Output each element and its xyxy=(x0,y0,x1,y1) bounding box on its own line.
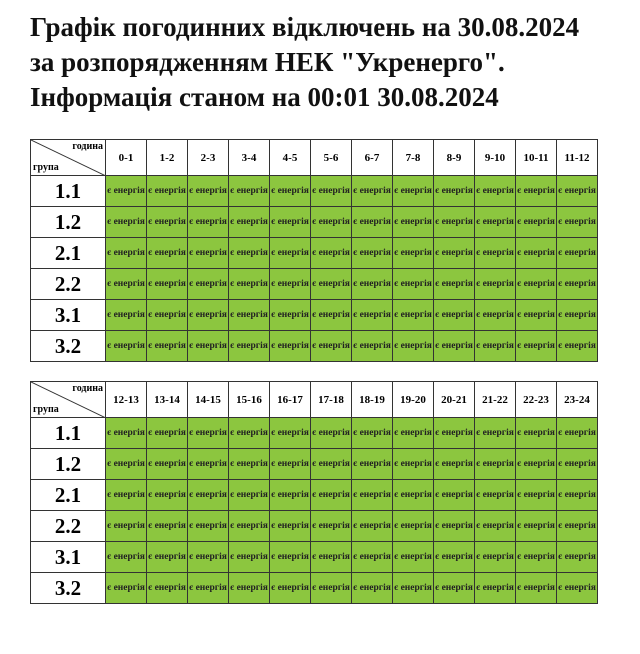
status-cell: є енергія xyxy=(311,542,352,573)
hour-header: 20-21 xyxy=(434,382,475,418)
status-cell: є енергія xyxy=(188,207,229,238)
status-cell: є енергія xyxy=(393,573,434,604)
status-cell: є енергія xyxy=(516,207,557,238)
table-row xyxy=(31,331,598,362)
status-cell: є енергія xyxy=(147,269,188,300)
status-cell: є енергія xyxy=(147,542,188,573)
status-cell: є енергія xyxy=(106,573,147,604)
hour-label: година xyxy=(72,383,103,394)
status-cell: є енергія xyxy=(106,300,147,331)
table-row xyxy=(31,449,598,480)
status-cell: є енергія xyxy=(311,418,352,449)
status-cell: є енергія xyxy=(393,542,434,573)
hour-header: 23-24 xyxy=(557,382,598,418)
group-id: 1.1 xyxy=(31,176,106,207)
status-cell: є енергія xyxy=(229,480,270,511)
status-cell: є енергія xyxy=(311,480,352,511)
status-cell: є енергія xyxy=(352,449,393,480)
status-cell: є енергія xyxy=(270,176,311,207)
status-cell: є енергія xyxy=(147,418,188,449)
status-cell: є енергія xyxy=(352,207,393,238)
group-id: 3.1 xyxy=(31,542,106,573)
title-line-3: Інформація станом на 00:01 30.08.2024 xyxy=(30,82,499,112)
status-cell: є енергія xyxy=(147,449,188,480)
status-cell: є енергія xyxy=(557,207,598,238)
status-cell: є енергія xyxy=(188,480,229,511)
corner-cell xyxy=(31,140,106,176)
status-cell: є енергія xyxy=(516,449,557,480)
table-row xyxy=(31,573,598,604)
status-cell: є енергія xyxy=(229,269,270,300)
status-cell: є енергія xyxy=(270,269,311,300)
status-cell: є енергія xyxy=(557,238,598,269)
hour-header: 18-19 xyxy=(352,382,393,418)
status-cell: є енергія xyxy=(434,542,475,573)
status-cell: є енергія xyxy=(352,176,393,207)
status-cell: є енергія xyxy=(352,573,393,604)
status-cell: є енергія xyxy=(270,300,311,331)
status-cell: є енергія xyxy=(393,238,434,269)
hour-header: 7-8 xyxy=(393,140,434,176)
status-cell: є енергія xyxy=(475,449,516,480)
hour-header: 9-10 xyxy=(475,140,516,176)
group-label: група xyxy=(33,404,59,415)
status-cell: є енергія xyxy=(106,418,147,449)
status-cell: є енергія xyxy=(352,300,393,331)
header-row xyxy=(31,382,598,418)
status-cell: є енергія xyxy=(557,511,598,542)
status-cell: є енергія xyxy=(188,176,229,207)
status-cell: є енергія xyxy=(393,269,434,300)
status-cell: є енергія xyxy=(393,449,434,480)
status-cell: є енергія xyxy=(475,331,516,362)
status-cell: є енергія xyxy=(393,300,434,331)
status-cell: є енергія xyxy=(147,207,188,238)
status-cell: є енергія xyxy=(434,207,475,238)
status-cell: є енергія xyxy=(106,511,147,542)
table-row xyxy=(31,207,598,238)
status-cell: є енергія xyxy=(434,300,475,331)
status-cell: є енергія xyxy=(229,207,270,238)
status-cell: є енергія xyxy=(393,331,434,362)
status-cell: є енергія xyxy=(270,573,311,604)
status-cell: є енергія xyxy=(516,573,557,604)
status-cell: є енергія xyxy=(516,300,557,331)
status-cell: є енергія xyxy=(188,238,229,269)
hour-header: 19-20 xyxy=(393,382,434,418)
status-cell: є енергія xyxy=(393,176,434,207)
hour-header: 17-18 xyxy=(311,382,352,418)
status-cell: є енергія xyxy=(147,176,188,207)
status-cell: є енергія xyxy=(106,269,147,300)
hour-header: 22-23 xyxy=(516,382,557,418)
status-cell: є енергія xyxy=(188,449,229,480)
status-cell: є енергія xyxy=(516,542,557,573)
schedule-table-morning xyxy=(30,139,598,362)
status-cell: є енергія xyxy=(188,300,229,331)
status-cell: є енергія xyxy=(270,207,311,238)
status-cell: є енергія xyxy=(557,449,598,480)
status-cell: є енергія xyxy=(229,331,270,362)
status-cell: є енергія xyxy=(393,207,434,238)
hour-header: 2-3 xyxy=(188,140,229,176)
status-cell: є енергія xyxy=(270,418,311,449)
status-cell: є енергія xyxy=(311,300,352,331)
status-cell: є енергія xyxy=(475,300,516,331)
table-row xyxy=(31,176,598,207)
status-cell: є енергія xyxy=(106,542,147,573)
group-id: 2.1 xyxy=(31,480,106,511)
status-cell: є енергія xyxy=(270,511,311,542)
status-cell: є енергія xyxy=(393,480,434,511)
status-cell: є енергія xyxy=(229,418,270,449)
status-cell: є енергія xyxy=(229,176,270,207)
hour-header: 11-12 xyxy=(557,140,598,176)
hour-header: 1-2 xyxy=(147,140,188,176)
group-id: 1.1 xyxy=(31,418,106,449)
status-cell: є енергія xyxy=(188,573,229,604)
title-line-1: Графік погодинних відключень на 30.08.2024 xyxy=(30,12,580,42)
status-cell: є енергія xyxy=(106,176,147,207)
status-cell: є енергія xyxy=(106,449,147,480)
status-cell: є енергія xyxy=(475,418,516,449)
group-label: група xyxy=(33,162,59,173)
status-cell: є енергія xyxy=(557,573,598,604)
status-cell: є енергія xyxy=(557,269,598,300)
table-row xyxy=(31,269,598,300)
status-cell: є енергія xyxy=(475,480,516,511)
status-cell: є енергія xyxy=(229,449,270,480)
page-title xyxy=(30,10,630,115)
status-cell: є енергія xyxy=(434,573,475,604)
group-id: 1.2 xyxy=(31,449,106,480)
status-cell: є енергія xyxy=(311,573,352,604)
status-cell: є енергія xyxy=(229,511,270,542)
status-cell: є енергія xyxy=(352,511,393,542)
status-cell: є енергія xyxy=(147,331,188,362)
status-cell: є енергія xyxy=(270,449,311,480)
status-cell: є енергія xyxy=(270,480,311,511)
status-cell: є енергія xyxy=(311,449,352,480)
hour-header: 15-16 xyxy=(229,382,270,418)
status-cell: є енергія xyxy=(434,449,475,480)
table-row xyxy=(31,542,598,573)
status-cell: є енергія xyxy=(188,418,229,449)
status-cell: є енергія xyxy=(352,269,393,300)
status-cell: є енергія xyxy=(434,331,475,362)
status-cell: є енергія xyxy=(434,238,475,269)
status-cell: є енергія xyxy=(516,480,557,511)
hour-header: 13-14 xyxy=(147,382,188,418)
status-cell: є енергія xyxy=(434,480,475,511)
status-cell: є енергія xyxy=(516,269,557,300)
status-cell: є енергія xyxy=(147,480,188,511)
corner-cell xyxy=(31,382,106,418)
schedule-table-afternoon xyxy=(30,381,598,604)
hour-header: 16-17 xyxy=(270,382,311,418)
status-cell: є енергія xyxy=(516,418,557,449)
hour-header: 21-22 xyxy=(475,382,516,418)
table-row xyxy=(31,238,598,269)
hour-header: 3-4 xyxy=(229,140,270,176)
status-cell: є енергія xyxy=(352,331,393,362)
status-cell: є енергія xyxy=(516,238,557,269)
status-cell: є енергія xyxy=(270,331,311,362)
status-cell: є енергія xyxy=(311,176,352,207)
status-cell: є енергія xyxy=(516,511,557,542)
status-cell: є енергія xyxy=(352,542,393,573)
group-id: 3.2 xyxy=(31,331,106,362)
status-cell: є енергія xyxy=(516,331,557,362)
status-cell: є енергія xyxy=(311,511,352,542)
status-cell: є енергія xyxy=(516,176,557,207)
group-id: 2.2 xyxy=(31,511,106,542)
status-cell: є енергія xyxy=(106,238,147,269)
hour-header: 14-15 xyxy=(188,382,229,418)
status-cell: є енергія xyxy=(393,418,434,449)
hour-header: 4-5 xyxy=(270,140,311,176)
status-cell: є енергія xyxy=(147,300,188,331)
status-cell: є енергія xyxy=(557,542,598,573)
hour-header: 0-1 xyxy=(106,140,147,176)
status-cell: є енергія xyxy=(106,480,147,511)
status-cell: є енергія xyxy=(475,542,516,573)
status-cell: є енергія xyxy=(557,480,598,511)
status-cell: є енергія xyxy=(311,269,352,300)
status-cell: є енергія xyxy=(557,331,598,362)
status-cell: є енергія xyxy=(434,511,475,542)
title-line-2: за розпорядженням НЕК "Укренерго". xyxy=(30,47,505,77)
table-row xyxy=(31,300,598,331)
group-id: 3.2 xyxy=(31,573,106,604)
group-id: 2.2 xyxy=(31,269,106,300)
status-cell: є енергія xyxy=(270,542,311,573)
status-cell: є енергія xyxy=(311,238,352,269)
status-cell: є енергія xyxy=(188,542,229,573)
hour-header: 12-13 xyxy=(106,382,147,418)
status-cell: є енергія xyxy=(229,238,270,269)
status-cell: є енергія xyxy=(188,511,229,542)
status-cell: є енергія xyxy=(557,176,598,207)
status-cell: є енергія xyxy=(475,573,516,604)
status-cell: є енергія xyxy=(106,207,147,238)
group-id: 3.1 xyxy=(31,300,106,331)
status-cell: є енергія xyxy=(557,418,598,449)
status-cell: є енергія xyxy=(475,511,516,542)
status-cell: є енергія xyxy=(147,238,188,269)
status-cell: є енергія xyxy=(147,573,188,604)
status-cell: є енергія xyxy=(270,238,311,269)
hour-header: 10-11 xyxy=(516,140,557,176)
status-cell: є енергія xyxy=(393,511,434,542)
status-cell: є енергія xyxy=(229,573,270,604)
table-row xyxy=(31,418,598,449)
group-id: 2.1 xyxy=(31,238,106,269)
group-id: 1.2 xyxy=(31,207,106,238)
status-cell: є енергія xyxy=(475,269,516,300)
header-row xyxy=(31,140,598,176)
status-cell: є енергія xyxy=(557,300,598,331)
status-cell: є енергія xyxy=(229,300,270,331)
status-cell: є енергія xyxy=(229,542,270,573)
status-cell: є енергія xyxy=(475,207,516,238)
hour-header: 5-6 xyxy=(311,140,352,176)
status-cell: є енергія xyxy=(434,176,475,207)
hour-header: 6-7 xyxy=(352,140,393,176)
status-cell: є енергія xyxy=(188,331,229,362)
status-cell: є енергія xyxy=(147,511,188,542)
status-cell: є енергія xyxy=(106,331,147,362)
status-cell: є енергія xyxy=(352,238,393,269)
status-cell: є енергія xyxy=(352,480,393,511)
status-cell: є енергія xyxy=(311,331,352,362)
status-cell: є енергія xyxy=(311,207,352,238)
table-row xyxy=(31,480,598,511)
status-cell: є енергія xyxy=(475,238,516,269)
hour-header: 8-9 xyxy=(434,140,475,176)
hour-label: година xyxy=(72,141,103,152)
status-cell: є енергія xyxy=(434,269,475,300)
status-cell: є енергія xyxy=(352,418,393,449)
status-cell: є енергія xyxy=(434,418,475,449)
status-cell: є енергія xyxy=(188,269,229,300)
status-cell: є енергія xyxy=(475,176,516,207)
table-row xyxy=(31,511,598,542)
